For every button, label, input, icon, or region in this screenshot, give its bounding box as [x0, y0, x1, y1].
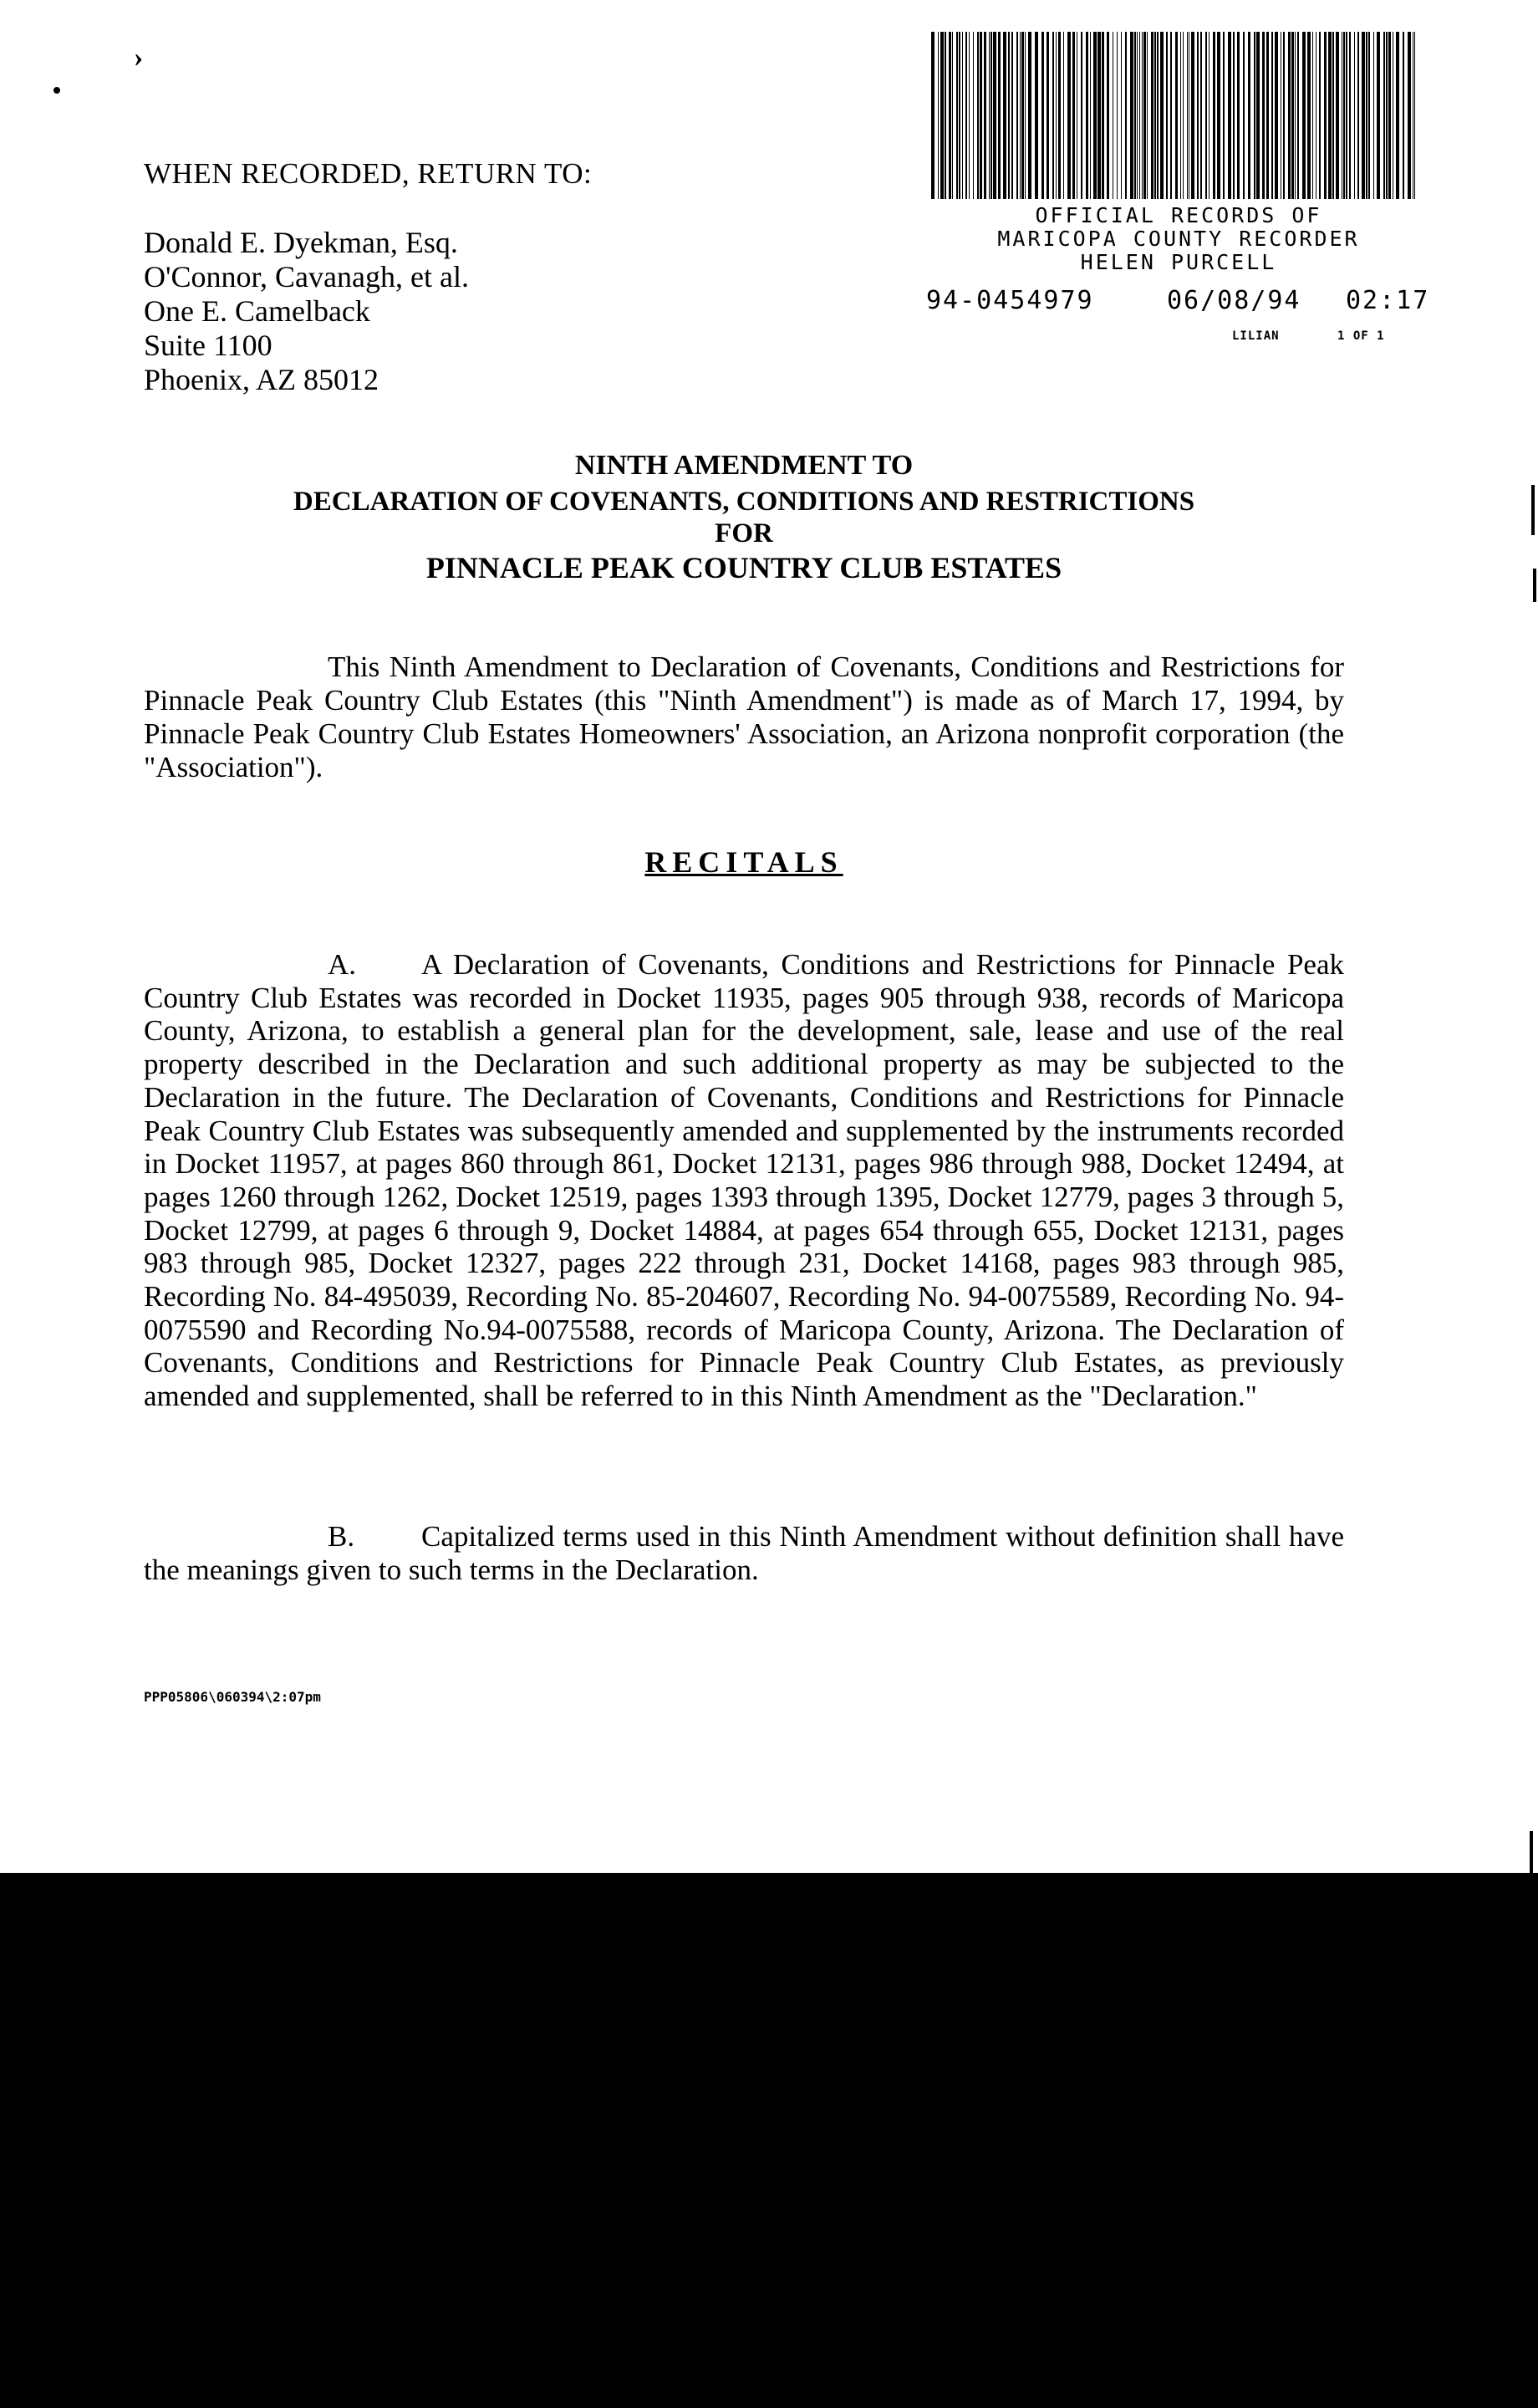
recital-a	[144, 948, 1344, 1413]
barcode-icon	[928, 32, 1421, 199]
stray-scan-mark: ›	[134, 42, 144, 73]
title-line-2: DECLARATION OF COVENANTS, CONDITIONS AND RESTRICTIONS	[293, 487, 1195, 517]
address-line-street: One E. Camelback	[144, 294, 370, 328]
return-address-block	[144, 226, 469, 397]
recital-a-text: A Declaration of Covenants, Conditions and Restrictions for Pinnacle Peak Country Club Estates was recorded in Docket 11935, pages 905 through 938, records of Maricopa County, Arizona, to establish a general plan for the development, sale, lease and use of the real property described in the Declaration and such additional property as may be subjected to the Declaration in the future. The Declaration of Covenants, Conditions and Restrictions for Pinnacle Peak Country Club Estates was subsequently amended and supplemented by the instruments recorded in Docket 11957, at pages 860 through 861, Docket 12131, pages 986 through 988, Docket 12494, at pages 1260 through 1262, Docket 12519, pages 1393 through 1395, Docket 12779, pages 3 through 5, Docket 12799, at pages 6 through 9, Docket 14884, at pages 654 through 655, Docket 12131, pages 983 through 985, Docket 12327, pages 222 through 231, Docket 14168, pages 983 through 985, Recording No. 84-495039, Recording No. 85-204607, Recording No. 94-0075589, Recording No. 94-0075590 and Recording No.94-0075588, records of Maricopa County, Arizona. The Declaration of Covenants, Conditions and Restrictions for Pinnacle Peak Country Club Estates, as previously amended and supplemented, shall be referred to in this Ninth Amendment as the "Declaration."	[144, 948, 1344, 1413]
intro-paragraph: This Ninth Amendment to Declaration of Covenants, Conditions and Restrictions for Pinnacle Peak Country Club Estates (this "Ninth Amendment") is made as of March 17, 1994, by Pinnacle Peak Country Club Estates Homeowners' Association, an Arizona nonprofit corporation (the "Association").	[144, 650, 1344, 783]
recital-b-text: Capitalized terms used in this Ninth Amendment without definition shall have the meanings given to such terms in the Declaration.	[144, 1520, 1344, 1586]
recital-b-label: B.	[328, 1520, 355, 1553]
scan-edge-mark	[1530, 1831, 1533, 1873]
record-number: 94-0454979	[926, 286, 1094, 315]
recorder-line-county: MARICOPA COUNTY RECORDER	[997, 227, 1360, 251]
record-time: 02:17	[1346, 286, 1430, 315]
recital-a-label: A.	[328, 948, 357, 981]
address-line-name: Donald E. Dyekman, Esq.	[144, 226, 458, 259]
title-line-4: PINNACLE PEAK COUNTRY CLUB ESTATES	[425, 551, 1062, 584]
title-line-3: FOR	[715, 518, 773, 548]
return-to-label: WHEN RECORDED, RETURN TO:	[144, 157, 593, 190]
record-page-count: 1 OF 1	[1337, 329, 1385, 343]
address-line-city: Phoenix, AZ 85012	[144, 363, 379, 396]
document-file-code: PPP05806\060394\2:07pm	[144, 1689, 321, 1705]
scan-edge-mark	[1531, 485, 1535, 535]
address-line-suite: Suite 1100	[144, 329, 272, 362]
scan-background	[0, 1873, 1538, 2408]
recorder-line-official: OFFICIAL RECORDS OF	[1035, 203, 1322, 227]
record-clerk: LILIAN	[1232, 329, 1280, 343]
title-line-1: NINTH AMENDMENT TO	[574, 450, 914, 481]
recorder-stamp-header	[919, 204, 1438, 274]
stray-scan-dot	[53, 87, 60, 94]
recorder-line-name: HELEN PURCELL	[1080, 250, 1277, 274]
recital-b	[144, 1520, 1344, 1587]
record-date: 06/08/94	[1167, 286, 1301, 315]
recitals-heading: RECITALS	[644, 845, 843, 879]
address-line-firm: O'Connor, Cavanagh, et al.	[144, 260, 469, 293]
scan-edge-mark	[1533, 569, 1536, 602]
